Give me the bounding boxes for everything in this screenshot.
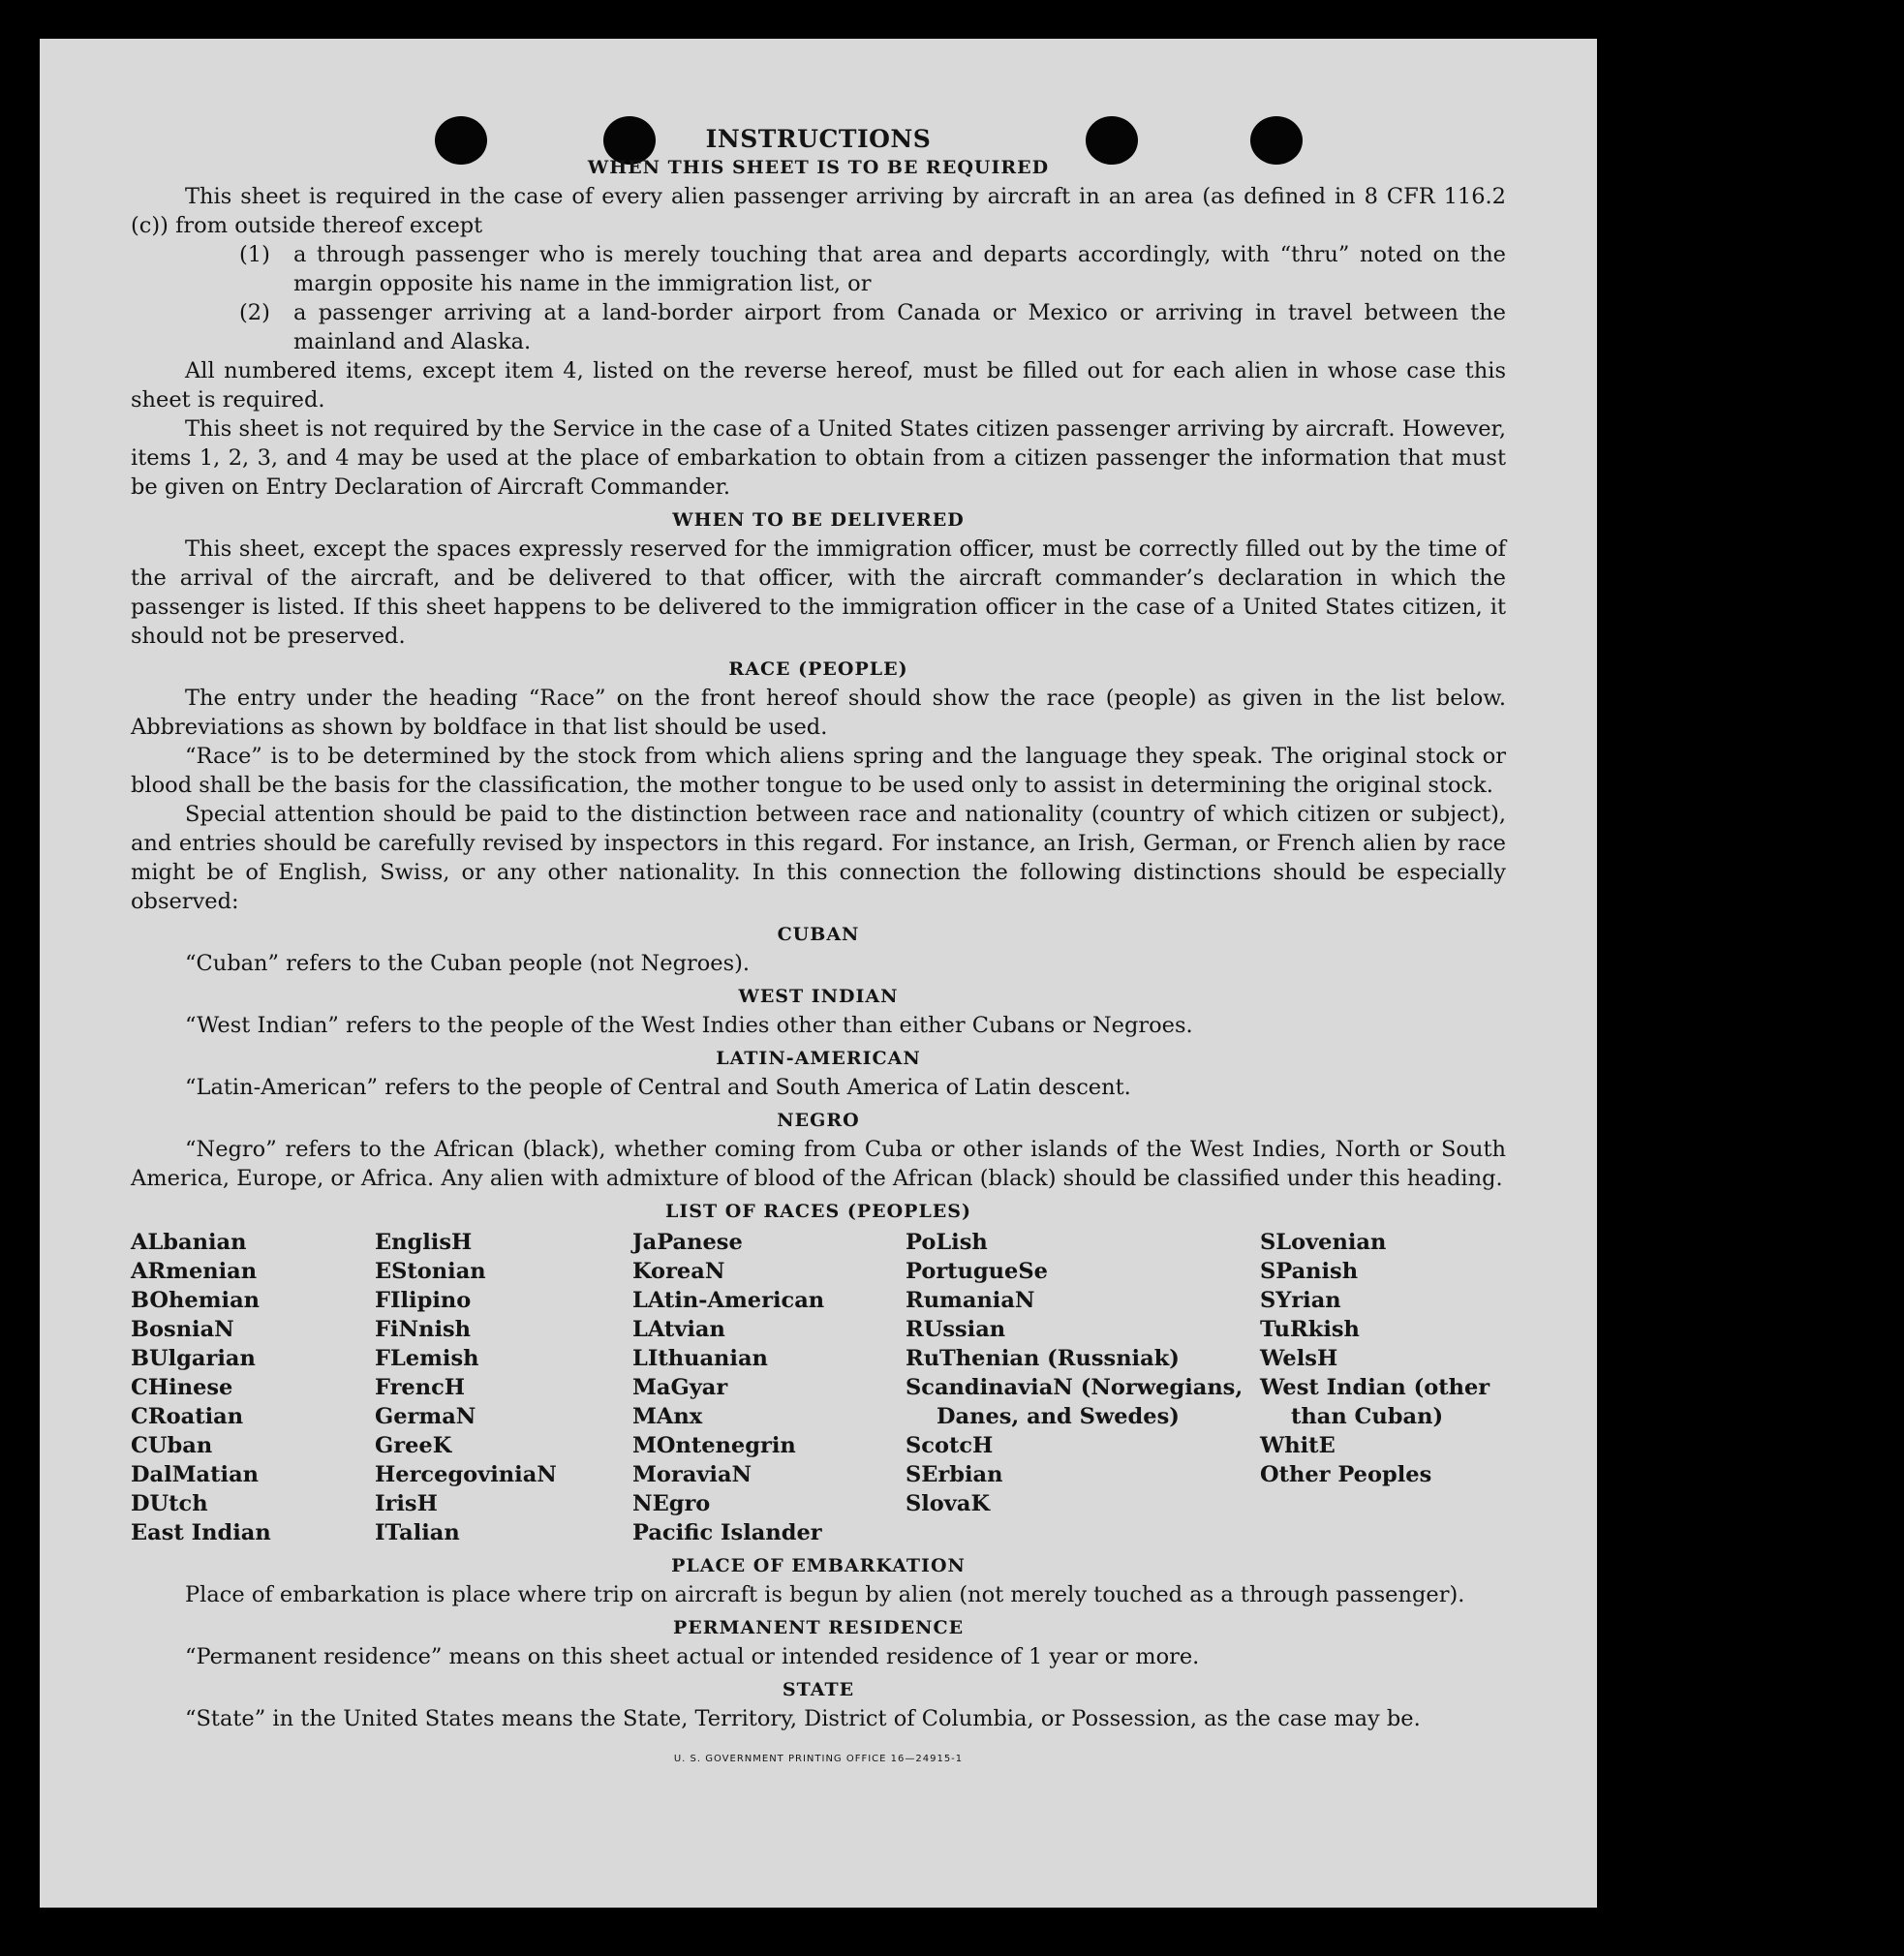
heading-permanent-residence: PERMANENT RESIDENCE xyxy=(672,1617,965,1638)
heading-latin-american: LATIN-AMERICAN xyxy=(716,1048,921,1069)
paragraph-state: “State” in the United States means the State, Territory, District of Columbia, or Possession, as the case may be. xyxy=(185,1706,1421,1731)
document-page xyxy=(40,39,1597,1908)
exception-number: (1) xyxy=(239,242,270,267)
heading-west-indian: WEST INDIAN xyxy=(738,986,899,1007)
heading-cuban: CUBAN xyxy=(777,924,860,945)
race-entry: SErbian xyxy=(906,1462,1003,1487)
race-entry: WelsH xyxy=(1260,1346,1338,1371)
race-entry: JaPanese xyxy=(632,1230,743,1255)
race-entry: MOntenegrin xyxy=(632,1433,796,1458)
race-entry: MAnx xyxy=(632,1404,703,1429)
race-entry: RuThenian (Russniak) xyxy=(906,1346,1180,1371)
paragraph-numbered-items: All numbered items, except item 4, listed on the reverse hereof, must be filled out for each alien in whose case this sheet is required. xyxy=(131,358,1506,413)
race-entry: LAtin-American xyxy=(632,1288,825,1313)
paragraph-permanent-residence: “Permanent residence” means on this sheet actual or intended residence of 1 year or more. xyxy=(185,1644,1200,1669)
race-column xyxy=(632,1228,906,1547)
race-entry: TuRkish xyxy=(1260,1317,1360,1342)
race-entry: BosniaN xyxy=(131,1317,234,1342)
race-entry: GreeK xyxy=(375,1433,452,1458)
race-entry: LAtvian xyxy=(632,1317,725,1342)
race-entry: NEgro xyxy=(632,1491,711,1516)
paragraph-race-nationality: Special attention should be paid to the distinction between race and nationality (country of which citizen or subject), and entries should be carefully revised by inspectors in this regard. For instance, an Irish, German, or French alien by race might be of English, Swiss, or any other nationality. In this connection the following distinctions should be especially observed: xyxy=(131,802,1506,914)
exception-text: a through passenger who is merely touching that area and departs accordingly, with “thru” noted on the margin opposite his name in the immigration list, or xyxy=(293,242,1506,296)
race-entry: MaGyar xyxy=(632,1375,728,1400)
definition-negro: “Negro” refers to the African (black), whether coming from Cuba or other islands of the West Indies, North or South America, Europe, or Africa. Any alien with admixture of blood of the African (black) should be classified under this heading. xyxy=(131,1137,1506,1191)
heading-embarkation: PLACE OF EMBARKATION xyxy=(671,1555,966,1576)
race-entry: PortugueSe xyxy=(906,1259,1048,1284)
race-entry: LIthuanian xyxy=(632,1346,768,1371)
race-entry: ScotcH xyxy=(906,1433,994,1458)
race-entry: FIlipino xyxy=(375,1288,472,1313)
race-entry: Other Peoples xyxy=(1260,1462,1432,1487)
definition-latin-american: “Latin-American” refers to the people of Central and South America of Latin descent. xyxy=(185,1075,1131,1100)
race-entry: GermaN xyxy=(375,1404,476,1429)
exception-text: a passenger arriving at a land-border airport from Canada or Mexico or arriving in travel between the mainland and Alaska. xyxy=(293,300,1506,354)
race-entry: ARmenian xyxy=(131,1259,258,1284)
paragraph-citizen: This sheet is not required by the Service in the case of a United States citizen passenger arriving by aircraft. However, items 1, 2, 3, and 4 may be used at the place of embarkation to obtain from a citizen passenger the information that must be given on Entry Declaration of Aircraft Commander. xyxy=(131,416,1506,500)
paragraph-race-entry: The entry under the heading “Race” on the front hereof should show the race (people) as given in the list below. Abbreviations as shown by boldface in that list should be used. xyxy=(131,686,1506,740)
race-entry: FLemish xyxy=(375,1346,479,1371)
race-entry: ALbanian xyxy=(131,1230,247,1255)
race-entry: PoLish xyxy=(906,1230,988,1255)
race-entry: IrisH xyxy=(375,1491,438,1516)
heading-race: RACE (PEOPLE) xyxy=(728,658,908,680)
race-entry: CHinese xyxy=(131,1375,233,1400)
race-entry: WhitE xyxy=(1260,1433,1336,1458)
race-column xyxy=(375,1228,632,1547)
race-column xyxy=(131,1228,375,1547)
race-entry: EnglisH xyxy=(375,1230,473,1255)
heading-list-of-races: LIST OF RACES (PEOPLES) xyxy=(665,1201,971,1222)
race-entry: KoreaN xyxy=(632,1259,725,1284)
definition-cuban: “Cuban” refers to the Cuban people (not Negroes). xyxy=(185,951,751,976)
heading-negro: NEGRO xyxy=(777,1110,860,1131)
instructions-body xyxy=(131,124,1506,1774)
race-entry: BOhemian xyxy=(131,1288,261,1313)
race-entry: ScandinaviaN (Norwegians, Danes, and Swedes) xyxy=(906,1375,1244,1429)
race-entry: FiNnish xyxy=(375,1317,472,1342)
race-entry: DalMatian xyxy=(131,1462,260,1487)
race-entry: DUtch xyxy=(131,1491,208,1516)
race-entry: CRoatian xyxy=(131,1404,244,1429)
paragraph-embarkation: Place of embarkation is place where trip on aircraft is begun by alien (not merely touched as a through passenger). xyxy=(185,1582,1465,1607)
heading-when-delivered: WHEN TO BE DELIVERED xyxy=(672,509,965,531)
race-entry: SYrian xyxy=(1260,1288,1341,1313)
paragraph-delivered: This sheet, except the spaces expressly reserved for the immigration officer, must be correctly filled out by the time of the arrival of the aircraft, and be delivered to that officer, with the aircraft commander’s declaration in which the passenger is listed. If this sheet happens to be delivered to the immigration officer in the case of a United States citizen, it should not be preserved. xyxy=(131,536,1506,649)
race-entry: FrencH xyxy=(375,1375,466,1400)
race-entry: Pacific Islander xyxy=(632,1520,822,1545)
race-entry: RumaniaN xyxy=(906,1288,1035,1313)
heading-when-required: WHEN THIS SHEET IS TO BE REQUIRED xyxy=(587,157,1050,178)
exception-item xyxy=(239,240,1506,298)
race-entry: SPanish xyxy=(1260,1259,1359,1284)
race-column xyxy=(906,1228,1260,1547)
race-entry: RUssian xyxy=(906,1317,1006,1342)
race-entry: SlovaK xyxy=(906,1491,991,1516)
race-entry: EStonian xyxy=(375,1259,486,1284)
printer-imprint: U. S. GOVERNMENT PRINTING OFFICE 16—24915-1 xyxy=(673,1754,964,1764)
race-list xyxy=(131,1228,1506,1547)
race-entry: CUban xyxy=(131,1433,213,1458)
race-entry: BUlgarian xyxy=(131,1346,256,1371)
paragraph-race-stock: “Race” is to be determined by the stock from which aliens spring and the language they speak. The original stock or blood shall be the basis for the classification, the mother tongue to be used only to assist in determining the original stock. xyxy=(131,744,1506,798)
exception-item xyxy=(239,298,1506,356)
race-entry: HercegoviniaN xyxy=(375,1462,557,1487)
race-entry: ITalian xyxy=(375,1520,460,1545)
race-entry: SLovenian xyxy=(1260,1230,1387,1255)
race-entry: West Indian (other than Cuban) xyxy=(1260,1375,1490,1429)
paragraph-required: This sheet is required in the case of every alien passenger arriving by aircraft in an area (as defined in 8 CFR 116.2 (c)) from outside thereof except xyxy=(131,184,1506,238)
page-title: INSTRUCTIONS xyxy=(705,125,932,153)
race-column xyxy=(1260,1228,1506,1547)
race-entry: MoraviaN xyxy=(632,1462,752,1487)
definition-west-indian: “West Indian” refers to the people of the West Indies other than either Cubans or Negroes. xyxy=(185,1013,1193,1038)
heading-state: STATE xyxy=(782,1679,855,1700)
race-entry: East Indian xyxy=(131,1520,271,1545)
exception-number: (2) xyxy=(239,300,270,325)
